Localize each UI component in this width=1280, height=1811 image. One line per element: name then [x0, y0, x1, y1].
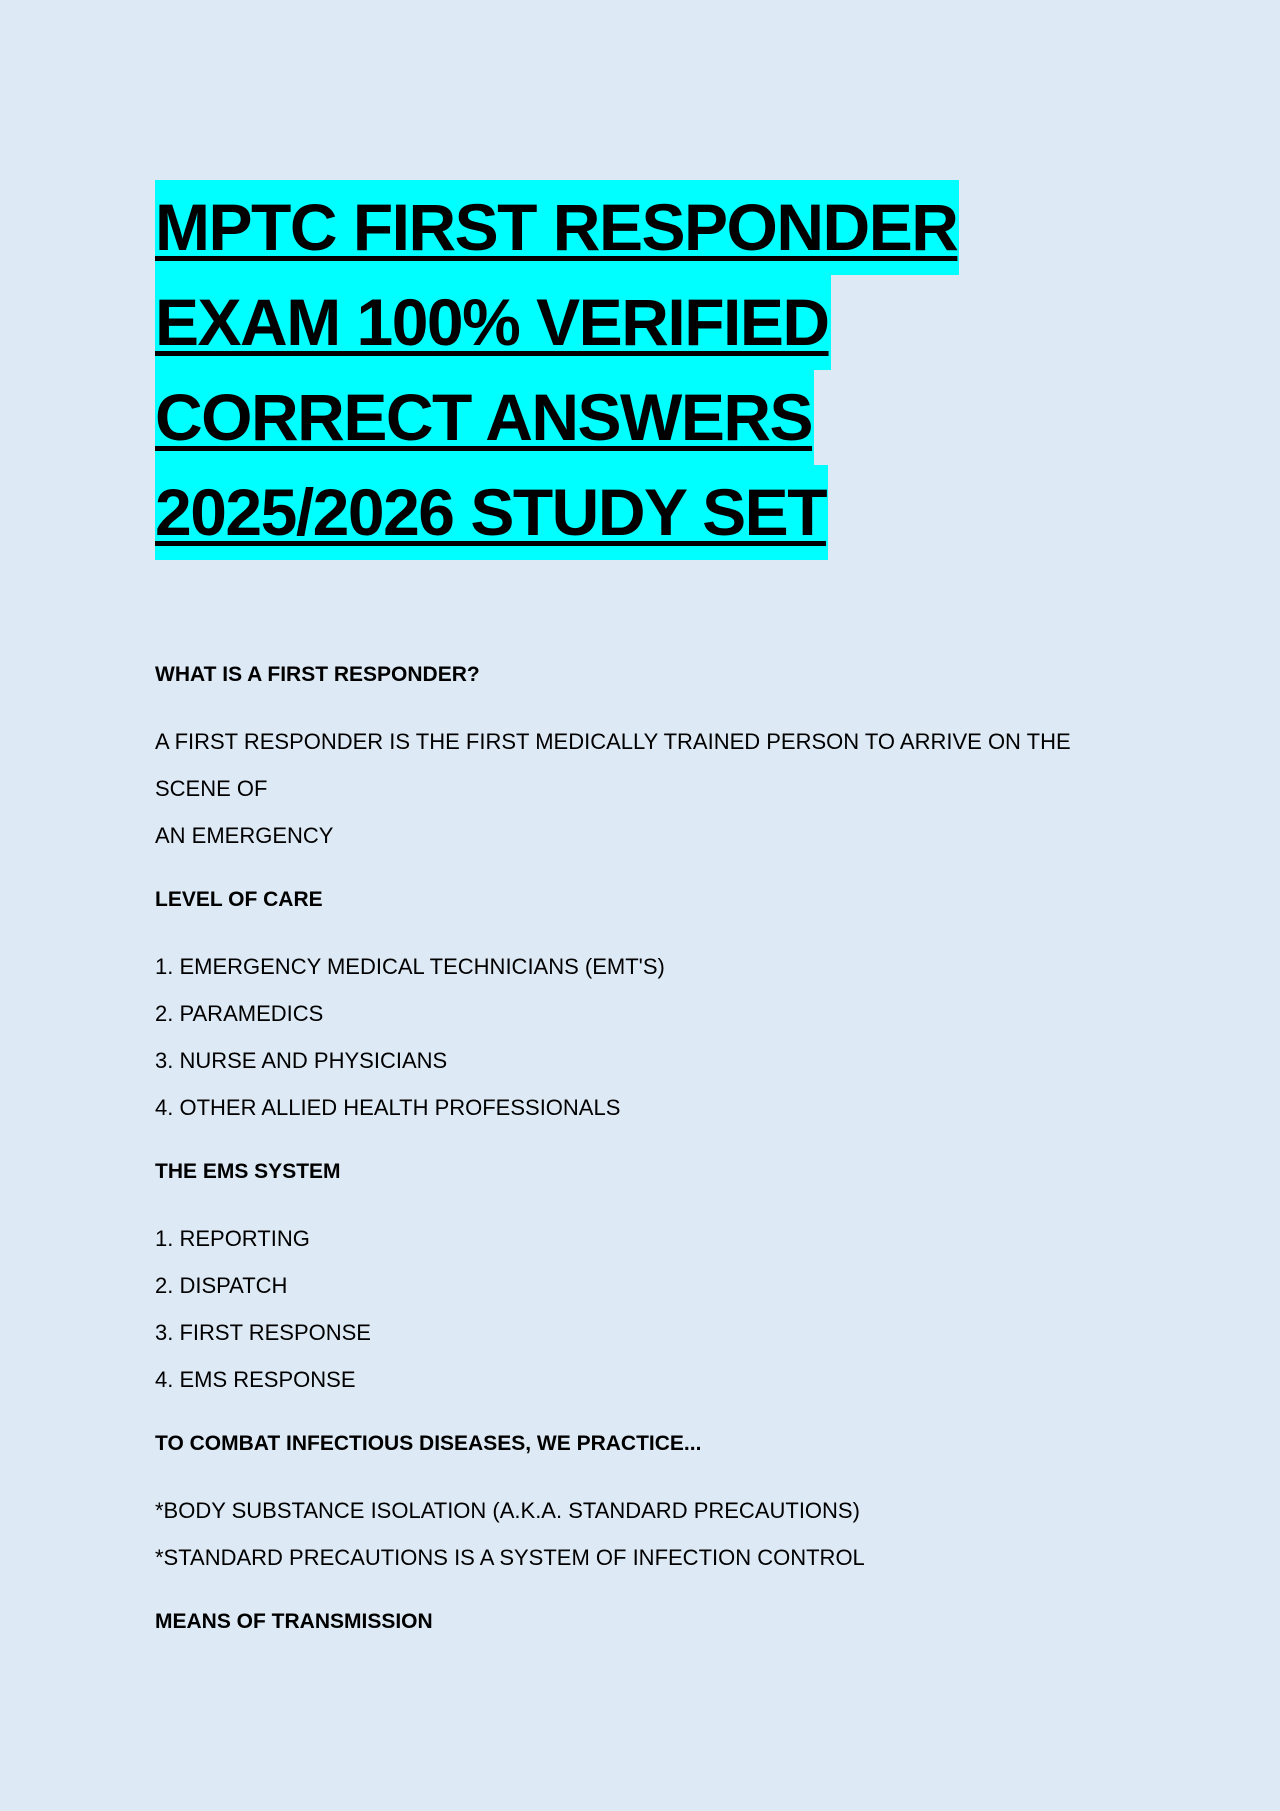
- qa-section: [155, 1429, 1145, 1581]
- title-line: [155, 180, 1155, 275]
- answer-line: *BODY SUBSTANCE ISOLATION (A.K.A. STANDARD PRECAUTIONS): [155, 1498, 860, 1523]
- title-line-text: EXAM 100% VERIFIED: [155, 275, 831, 370]
- answer-line: 3. NURSE AND PHYSICIANS: [155, 1048, 448, 1073]
- answer-line: 3. FIRST RESPONSE: [155, 1320, 371, 1345]
- title-line: [155, 465, 1155, 560]
- answer-block: [155, 1215, 1145, 1403]
- question-heading: THE EMS SYSTEM: [155, 1160, 341, 1183]
- answer-line: 1. REPORTING: [155, 1226, 310, 1251]
- title-line: [155, 370, 1155, 465]
- answer-line: 2. DISPATCH: [155, 1273, 288, 1298]
- qa-section: [155, 660, 1145, 859]
- answer-line: 1. EMERGENCY MEDICAL TECHNICIANS (EMT'S): [155, 954, 665, 979]
- study-content: [155, 660, 1145, 1663]
- question-heading: MEANS OF TRANSMISSION: [155, 1610, 433, 1633]
- title-line-text: MPTC FIRST RESPONDER: [155, 180, 959, 275]
- answer-line: 4. EMS RESPONSE: [155, 1367, 356, 1392]
- answer-block: [155, 943, 1145, 1131]
- document-title: [155, 180, 1155, 560]
- qa-section: [155, 885, 1145, 1131]
- answer-line: 4. OTHER ALLIED HEALTH PROFESSIONALS: [155, 1095, 621, 1120]
- title-line-text: 2025/2026 STUDY SET: [155, 465, 828, 560]
- answer-line: *STANDARD PRECAUTIONS IS A SYSTEM OF INFECTION CONTROL: [155, 1545, 865, 1570]
- answer-line: A FIRST RESPONDER IS THE FIRST MEDICALLY TRAINED PERSON TO ARRIVE ON THE SCENE OF: [155, 729, 1071, 801]
- answer-block: [155, 718, 1145, 859]
- question-heading: TO COMBAT INFECTIOUS DISEASES, WE PRACTICE...: [155, 1432, 702, 1455]
- answer-line: 2. PARAMEDICS: [155, 1001, 324, 1026]
- question-heading: WHAT IS A FIRST RESPONDER?: [155, 663, 480, 686]
- title-line-text: CORRECT ANSWERS: [155, 370, 814, 465]
- question-heading: LEVEL OF CARE: [155, 888, 323, 911]
- answer-line: AN EMERGENCY: [155, 823, 334, 848]
- qa-section: [155, 1157, 1145, 1403]
- qa-section: [155, 1607, 1145, 1637]
- answer-block: [155, 1487, 1145, 1581]
- title-line: [155, 275, 1155, 370]
